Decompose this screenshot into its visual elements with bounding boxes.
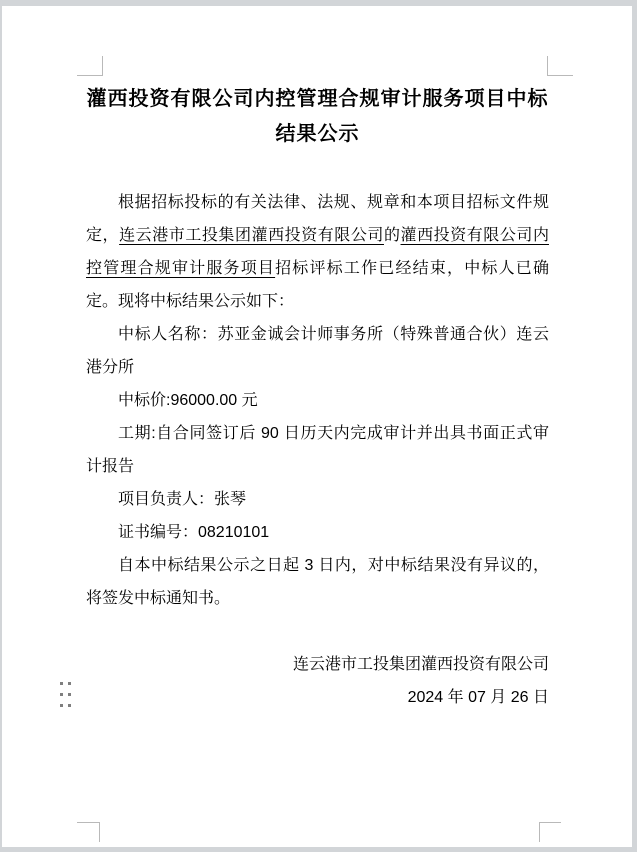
anchor-dot: [68, 693, 71, 696]
winning-bidder-company-underlined: 连云港市工投集团灌西投资有限公司: [119, 227, 384, 244]
anchor-dot: [68, 704, 71, 707]
intro-paragraph: [86, 186, 549, 318]
anchor-dot: [60, 704, 63, 707]
certificate-number-line: 证书编号：08210101: [118, 524, 270, 541]
work-duration-line: 工期:自合同签订后 90 日历天内完成审计并出具书面正式审计报告: [86, 425, 549, 475]
intro-tail-text: 招标评标工作已经结束，中标人已确定。现将中标结果公示如下：: [86, 260, 549, 310]
anchor-dot: [60, 693, 63, 696]
anchor-dot: [68, 682, 71, 685]
document-content: [2, 6, 632, 714]
intro-lead-text: 根据招标投标的有关法律、法规、规章和本项目招标文件规定，: [86, 194, 549, 244]
signature-date-line: 2024 年 07 月 26 日: [407, 689, 549, 706]
signature-block: [86, 648, 549, 714]
crop-mark-bottom-left-icon: [77, 822, 100, 842]
project-name-underlined: 灌西投资有限公司内控管理合规审计服务项目: [86, 227, 549, 277]
crop-mark-bottom-right-icon: [539, 822, 561, 842]
document-title-line1: 灌西投资有限公司内控管理合规审计服务项目中标: [86, 88, 549, 110]
objection-notice-paragraph: 自本中标结果公示之日起 3 日内，对中标结果没有异议的，将签发中标通知书。: [86, 557, 549, 607]
anchor-dot: [60, 682, 63, 685]
winner-name-line: 中标人名称：苏亚金诚会计师事务所（特殊普通合伙）连云港分所: [86, 326, 549, 376]
document-title-line2: 结果公示: [275, 123, 360, 145]
object-anchor-dots-icon: [60, 682, 71, 707]
signature-company-line: 连云港市工投集团灌西投资有限公司: [292, 656, 549, 673]
project-manager-line: 项目负责人：张琴: [118, 491, 247, 508]
document-page: [2, 6, 632, 847]
intro-connector-text: 的: [383, 227, 401, 244]
document-title: [86, 82, 549, 152]
bid-price-line: 中标价:96000.00 元: [118, 392, 258, 409]
